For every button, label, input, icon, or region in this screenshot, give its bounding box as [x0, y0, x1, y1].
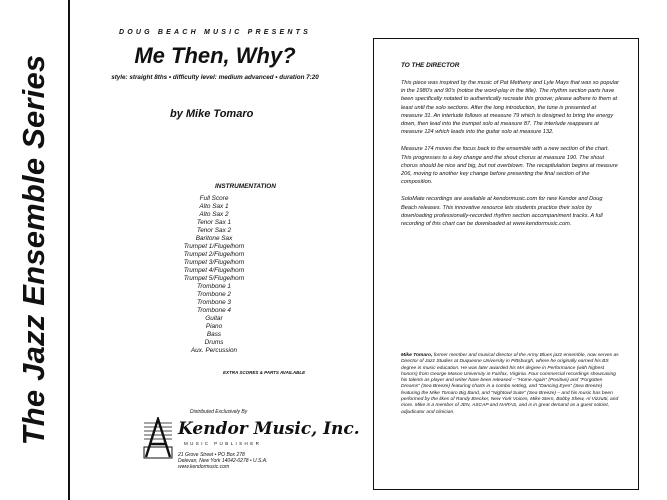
instrument-item: Bass: [206, 331, 222, 338]
director-paragraph: Measure 174 moves the focus back to the ensemble with a new section of the chart. This progresses to a key change and the shout chorus at measure 190. The shout chorus should be nice and big, but not overblown. The recapitulation begins at measure 206, moving to another key change before presenting the final section of the composition.: [401, 146, 618, 186]
instrument-item: Alto Sax 1: [199, 203, 229, 210]
piece-title: Me Then, Why?: [134, 43, 296, 68]
instrument-item: Trumpet 2/Flugelhorn: [183, 251, 245, 258]
publisher-name: Kendor Music, Inc.: [178, 419, 360, 439]
director-paragraph: This piece was inspired by the music of Pat Metheny and Lyle Mays that was so popular in the 1980's and 90's (notice the word-play in the title). The rhythm section parts have been specifically notated to authentically recreate this groove; please adhere to them at least until the solo sections. After the long introduction, the tune is presented at measure 31. An interlude follows at measure 79 which is designed to bring the energy down, then lead into the trumpet solo at measure 87. The interlude reappears at measure 124 which leads into the guitar solo at measure 132.: [401, 80, 619, 136]
instrument-item: Alto Sax 2: [199, 211, 229, 218]
instrument-item: Guitar: [205, 315, 223, 322]
instrument-item: Trombone 2: [197, 291, 231, 298]
instrument-item: Aux. Percussion: [190, 347, 238, 354]
style-line: style: straight 8ths • difficulty level: medium advanced • duration 7:20: [111, 74, 319, 81]
instrument-item: Tenor Sax 2: [196, 227, 232, 234]
extras-note: EXTRA SCORES & PARTS AVAILABLE: [223, 370, 306, 375]
director-paragraph: SoloMate recordings are available at kendormusic.com for new Kendor and Doug Beach releases. This innovative resource lets students practice their solos by downloading professionally-recorded rhythm section accompaniment tracks. A full recording of this chart can be downloaded at www.kendormusic.com.: [401, 196, 603, 228]
bio-name: Mike Tomaro,: [401, 353, 433, 358]
distributed-by: Distributed Exclusively By: [190, 409, 248, 415]
series-spine: [0, 0, 68, 500]
instrument-item: Full Score: [199, 195, 229, 202]
instrument-item: Trumpet 4/Flugelhorn: [183, 267, 245, 274]
instrument-item: Baritone Sax: [195, 235, 233, 242]
address-line: 21 Grove Street • PO Box 278: [178, 452, 245, 458]
kendor-logo-icon: [142, 417, 174, 459]
composer-bio: [401, 353, 619, 416]
instrument-item: Trombone 3: [197, 299, 231, 306]
instrument-item: Piano: [205, 323, 223, 330]
publisher-address: [178, 452, 268, 470]
publisher-subtitle: MUSIC PUBLISHER: [184, 441, 262, 446]
instrument-item: Trombone 4: [197, 307, 231, 314]
bio-text: former member and musical director of the Army Blues jazz ensemble, now serves as Director of Jazz Studies at Duquesne University in Pittsburgh, where he originally earned his BS degree in music education. He was later awarded his MA degree in Performance (with highest honors) from George Mason University in Fairfax, Virginia. Four commercial recordings showcasing his talents as player and writer have been released – "Home Again" (Positive) and "Forgotten Dreams" (Sea Breeze) featuring charts in a combo setting, and "Dancing Eyes" (Sea Breeze) featuring the Mike Tomaro Big Band, and "Nightowl Suite" (Sea Breeze) – and his music has been performed by the likes of Randy Brecker, New York Voices, Mike Stern, Bobby Shew, Al Vizzutti, and more. Mike is a member of JEN, ASCAP and NARAS, and is in great demand as a guest soloist, adjudicator and clinician.: [401, 353, 619, 415]
instrument-item: Tenor Sax 1: [196, 219, 232, 226]
composer-credit: by Mike Tomaro: [170, 108, 254, 120]
instrumentation-heading: INSTRUMENTATION: [215, 183, 276, 190]
address-line: www.kendormusic.com: [178, 464, 230, 470]
address-line: Delevan, New York 14042-0278 • U.S.A.: [178, 458, 268, 464]
instrument-item: Trombone 1: [197, 283, 231, 290]
instrumentation-list: [150, 195, 278, 355]
instrument-item: Trumpet 3/Flugelhorn: [183, 259, 245, 266]
series-title: The Jazz Ensemble Series: [16, 54, 51, 446]
instrument-item: Drums: [204, 339, 224, 346]
instrument-item: Trumpet 5/Flugelhorn: [183, 275, 245, 282]
director-heading: TO THE DIRECTOR: [401, 62, 460, 69]
instrument-item: Trumpet 1/Flugelhorn: [183, 243, 245, 250]
director-notes-panel: [373, 38, 639, 490]
presents-line: DOUG BEACH MUSIC PRESENTS: [118, 29, 311, 36]
